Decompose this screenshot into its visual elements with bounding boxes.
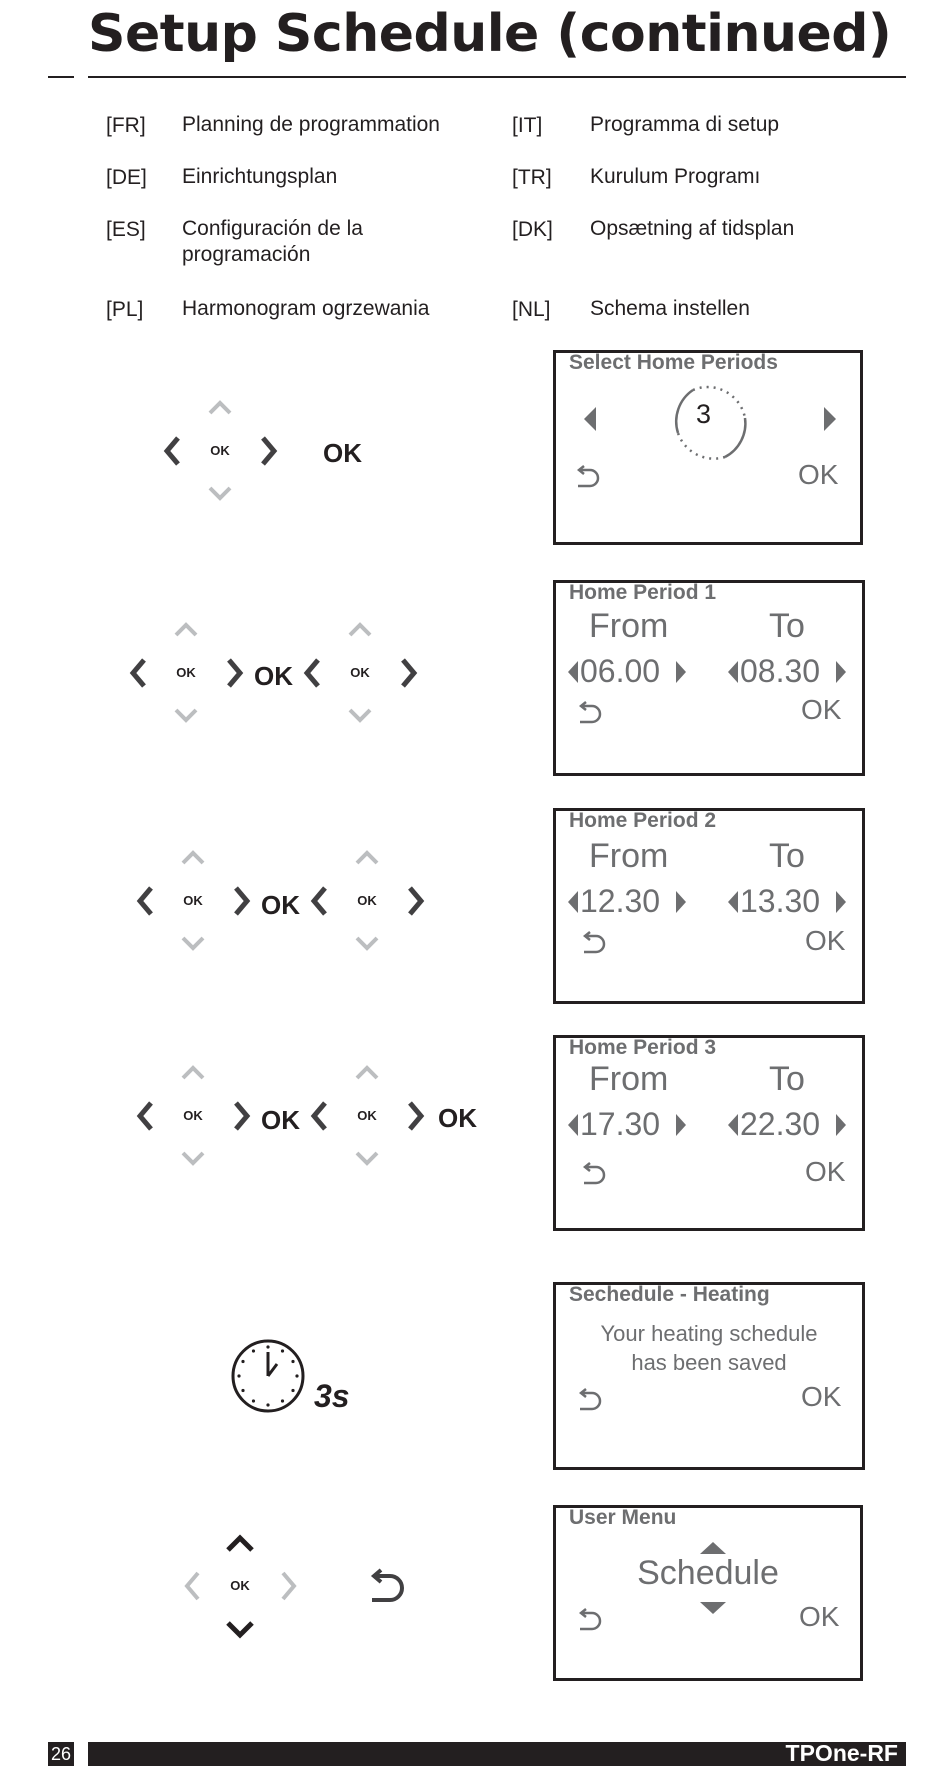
nav-pad-3a[interactable] xyxy=(133,843,253,963)
right-triangle-icon xyxy=(674,889,688,915)
title-rule-left xyxy=(48,76,74,78)
screen-title: Select Home Periods xyxy=(569,351,778,374)
to-time-value: 13.30 xyxy=(740,883,821,919)
ok-button-label: OK xyxy=(357,893,377,908)
up-arrow-icon xyxy=(357,853,377,863)
screen-title: Home Period 2 xyxy=(569,809,717,832)
page-number: 26 xyxy=(48,1742,74,1766)
down-arrow-icon xyxy=(183,938,203,948)
left-triangle-icon xyxy=(726,889,740,915)
nav-pad-3b[interactable] xyxy=(307,843,427,963)
left-triangle-icon xyxy=(566,659,580,685)
lang-code-nl: [NL] xyxy=(512,298,551,321)
left-triangle-icon xyxy=(726,659,740,685)
lang-code-tr: [TR] xyxy=(512,166,552,189)
right-arrow-icon xyxy=(403,660,414,686)
up-arrow-icon xyxy=(210,403,230,413)
lang-text-it: Programma di setup xyxy=(590,113,780,136)
right-arrow-icon xyxy=(236,1103,247,1129)
up-arrow-icon xyxy=(357,1068,377,1078)
left-arrow-icon xyxy=(140,1103,151,1129)
left-triangle-icon xyxy=(566,1112,580,1138)
right-arrow-icon xyxy=(236,888,247,914)
left-arrow-icon xyxy=(133,660,144,686)
back-button-icon[interactable] xyxy=(366,1568,406,1606)
back-icon xyxy=(574,465,602,491)
from-label: From xyxy=(589,1060,669,1098)
up-arrow-icon xyxy=(183,1068,203,1078)
press-ok-label: OK xyxy=(323,438,362,468)
lang-code-es: [ES] xyxy=(106,218,146,241)
lang-code-it: [IT] xyxy=(512,114,543,137)
back-icon xyxy=(576,1608,604,1634)
lang-code-pl: [PL] xyxy=(106,298,144,321)
down-arrow-icon xyxy=(350,710,370,720)
ok-button-label: OK xyxy=(183,1108,203,1123)
down-arrow-icon xyxy=(183,1153,203,1163)
left-arrow-icon xyxy=(187,1573,198,1599)
saved-message-line-1: Your heating schedule xyxy=(600,1321,818,1346)
left-triangle-icon xyxy=(582,405,598,433)
nav-pad-1[interactable] xyxy=(160,393,280,513)
screen-ok-label: OK xyxy=(799,1601,840,1632)
to-time-value: 22.30 xyxy=(740,1106,821,1142)
press-ok-label: OK xyxy=(261,890,300,920)
left-arrow-icon xyxy=(314,1103,325,1129)
down-arrow-icon xyxy=(210,488,230,498)
screen-schedule-saved xyxy=(553,1282,865,1470)
left-triangle-icon xyxy=(726,1112,740,1138)
up-arrow-icon xyxy=(350,625,370,635)
back-icon xyxy=(580,931,608,957)
right-triangle-icon xyxy=(834,659,848,685)
nav-pad-4b[interactable] xyxy=(307,1058,427,1178)
screen-ok-label: OK xyxy=(801,1381,842,1412)
right-triangle-icon xyxy=(674,1112,688,1138)
left-arrow-icon xyxy=(167,438,178,464)
lang-text-de: Einrichtungsplan xyxy=(182,165,338,188)
lang-text-tr: Kurulum Programı xyxy=(590,165,761,188)
lang-text-pl: Harmonogram ogrzewania xyxy=(182,297,430,320)
right-arrow-icon xyxy=(263,438,274,464)
to-label: To xyxy=(769,1060,805,1098)
back-icon xyxy=(576,1388,604,1414)
from-time-value: 12.30 xyxy=(580,883,661,919)
screen-ok-label: OK xyxy=(805,925,846,956)
ok-button-label: OK xyxy=(350,665,370,680)
footer-bar xyxy=(88,1742,906,1766)
clock-icon xyxy=(230,1338,306,1414)
from-time-value: 17.30 xyxy=(580,1106,661,1142)
press-ok-label: OK xyxy=(261,1105,300,1135)
right-arrow-icon xyxy=(283,1573,294,1599)
lang-text-fr: Planning de programmation xyxy=(182,113,440,136)
press-ok-label: OK xyxy=(438,1103,477,1133)
left-arrow-icon xyxy=(307,660,318,686)
title-rule xyxy=(88,76,906,78)
nav-pad-4a[interactable] xyxy=(133,1058,253,1178)
left-arrow-icon xyxy=(140,888,151,914)
screen-title: User Menu xyxy=(569,1506,677,1529)
left-arrow-icon xyxy=(314,888,325,914)
screen-home-period-2 xyxy=(553,808,865,1004)
up-arrow-icon xyxy=(183,853,203,863)
up-arrow-icon xyxy=(176,625,196,635)
right-triangle-icon xyxy=(674,659,688,685)
left-triangle-icon xyxy=(566,889,580,915)
product-name: TPOne-RF xyxy=(785,1740,898,1766)
saved-message-line-2: has been saved xyxy=(631,1350,787,1375)
from-label: From xyxy=(589,607,669,645)
lang-text-es: Configuración de la programación xyxy=(182,217,363,266)
lang-text-nl: Schema instellen xyxy=(590,297,750,320)
ok-button-label: OK xyxy=(357,1108,377,1123)
press-ok-label: OK xyxy=(254,661,293,691)
lang-code-dk: [DK] xyxy=(512,218,553,241)
down-arrow-icon xyxy=(228,1623,252,1635)
to-time-value: 08.30 xyxy=(740,653,821,689)
screen-ok-label: OK xyxy=(801,694,842,725)
right-triangle-icon xyxy=(834,889,848,915)
back-icon xyxy=(580,1162,608,1188)
ok-button-label: OK xyxy=(210,443,230,458)
right-arrow-icon xyxy=(410,888,421,914)
right-triangle-icon xyxy=(834,1112,848,1138)
menu-item-schedule: Schedule xyxy=(637,1554,779,1592)
hold-duration-label: 3s xyxy=(314,1378,350,1414)
screen-select-home-periods xyxy=(553,350,863,545)
right-arrow-icon xyxy=(229,660,240,686)
nav-pad-2a[interactable] xyxy=(126,615,246,735)
down-arrow-icon xyxy=(176,710,196,720)
down-triangle-icon xyxy=(698,1600,728,1616)
lang-text-dk: Opsætning af tidsplan xyxy=(590,217,795,240)
up-arrow-icon xyxy=(228,1538,252,1550)
down-arrow-icon xyxy=(357,938,377,948)
screen-ok-label: OK xyxy=(798,459,839,490)
back-icon xyxy=(576,701,604,727)
screen-home-period-3 xyxy=(553,1035,865,1231)
ok-button-label: OK xyxy=(183,893,203,908)
nav-pad-6[interactable] xyxy=(180,1528,300,1648)
right-arrow-icon xyxy=(410,1103,421,1129)
screen-title: Home Period 3 xyxy=(569,1036,717,1059)
to-label: To xyxy=(769,837,805,875)
from-time-value: 06.00 xyxy=(580,653,661,689)
ok-button-label: OK xyxy=(230,1578,250,1593)
ok-button-label: OK xyxy=(176,665,196,680)
screen-title: Home Period 1 xyxy=(569,581,717,604)
screen-ok-label: OK xyxy=(805,1156,846,1187)
nav-pad-2b[interactable] xyxy=(300,615,420,735)
screen-home-period-1 xyxy=(553,580,865,776)
screen-title: Sechedule - Heating xyxy=(569,1283,770,1306)
from-label: From xyxy=(589,837,669,875)
screen-user-menu xyxy=(553,1505,863,1681)
page-title: Setup Schedule (continued) xyxy=(88,4,892,64)
lang-code-de: [DE] xyxy=(106,166,147,189)
down-arrow-icon xyxy=(357,1153,377,1163)
period-count-value: 3 xyxy=(696,399,712,429)
right-triangle-icon xyxy=(822,405,838,433)
lang-code-fr: [FR] xyxy=(106,114,146,137)
to-label: To xyxy=(769,607,805,645)
